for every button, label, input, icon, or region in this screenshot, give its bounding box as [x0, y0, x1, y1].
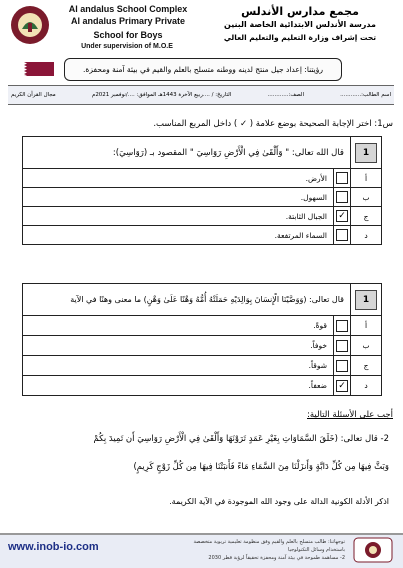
option-label: ضعفاً. — [23, 376, 334, 396]
subject-label: مجال القرآن الكريم — [11, 92, 56, 98]
footer-text — [175, 538, 345, 562]
footer-url[interactable]: www.inob-io.com — [8, 541, 99, 553]
option-letter: د — [351, 376, 382, 396]
question-2-table — [22, 283, 382, 396]
student-info-bar — [8, 85, 394, 105]
date-field: التاريخ: / ....ربيع الآخرة 1443هـ الموافق: ..../نوفمبر 2021م — [91, 92, 232, 98]
student-name-field[interactable]: اسم الطالب:............ — [340, 92, 391, 98]
question-task: اذكر الأدلة الكونية الدالة على وجود الله الموجودة في الآية الكريمة. — [169, 497, 389, 506]
section-2-heading: أجب على الأسئلة التالية: — [307, 410, 393, 420]
verse-line-2: وَبَثَّ فِيهَا مِن كُلِّ دَابَّةٍ وَأَنزَلْنَا مِنَ السَّمَاءِ مَاءً فَأَنبَتْنَا فِيهَا مِن كُلِّ زَوْجٍ كَرِيمٍ) — [133, 462, 389, 472]
option-checkbox[interactable] — [336, 320, 348, 332]
question-1-table — [22, 136, 382, 245]
option-label: شوقاً. — [23, 356, 334, 376]
question-number: 1 — [355, 290, 377, 310]
option-label: الجبال الثابتة. — [23, 207, 334, 226]
vision-banner: رؤيتنا: إعداد جيل منتج لدينه ووطنه متسلح بالعلم والقيم في بيئة آمنة ومحفزة. — [64, 58, 342, 81]
footer-line-2: 2- مساهمة طموحة في بيئة آمنة ومحفزة تحقيقاً لرؤية قطر 2030 — [208, 555, 345, 561]
question-text: قال تعالى: (وَوَصَّيْنَا الْإِنسَانَ بِوَالِدَيْهِ حَمَلَتْهُ أُمُّهُ وَهْنًا عَلَىٰ وَهْنٍ) ما معنى وهنًا في الآية — [23, 284, 351, 316]
school-sub-ar: مدرسة الأندلس الابتدائية الخاصة البنين — [224, 20, 376, 29]
verse-line-1: 2- قال تعالى: (خَلَقَ السَّمَاوَاتِ بِغَيْرِ عَمَدٍ تَرَوْنَهَا وَأَلْقَىٰ فِي الْأَرْضِ رَوَاسِيَ أَن تَمِيدَ بِكُمْ — [93, 434, 389, 444]
option-letter: ج — [351, 207, 382, 226]
question-number: 1 — [355, 143, 377, 163]
class-field[interactable]: الصف:............ — [267, 92, 304, 98]
footer-line-1: توجهاتنا: طالب متسلح بالعلم والقيم وفق منظومة تعليمية تربوية متخصصة باستخدام وسائل التكنولوجيا — [193, 539, 345, 553]
option-checkbox[interactable]: ✓ — [336, 380, 348, 392]
option-letter: د — [351, 226, 382, 245]
option-label: الأرض. — [23, 169, 334, 188]
question-text: قال الله تعالى: " وَأَلْقَىٰ فِي الْأَرْضِ رَوَاسِيَ " المقصود بـ (رَوَاسِيَ): — [23, 137, 351, 169]
question1-instruction: س1: اختر الإجابة الصحيحة بوضع علامة ( ✓ ) داخل المربع المناسب. — [153, 119, 393, 129]
option-label: قوةً. — [23, 316, 334, 336]
option-checkbox[interactable] — [336, 340, 348, 352]
school-type-en: School for Boys — [93, 30, 163, 40]
qatar-flag-icon — [12, 62, 54, 76]
option-letter: ج — [351, 356, 382, 376]
question-number-cell — [351, 137, 382, 169]
option-label: السهول. — [23, 188, 334, 207]
footer-logo-icon — [353, 537, 393, 563]
supervision-ar: تحت إشراف وزارة التعليم والتعليم العالي — [223, 33, 377, 42]
school-name-ar: مجمع مدارس الأندلس — [241, 5, 359, 18]
school-logo — [6, 3, 54, 47]
option-checkbox[interactable] — [336, 191, 348, 203]
option-letter: أ — [351, 169, 382, 188]
school-name-en: Al andalus School Complex — [68, 4, 188, 14]
option-checkbox[interactable]: ✓ — [336, 210, 348, 222]
option-letter: ب — [351, 336, 382, 356]
option-label: السماء المرتفعة. — [23, 226, 334, 245]
option-label: خوفاً. — [23, 336, 334, 356]
school-sub-en: Al andalus Primary Private — [70, 16, 186, 26]
option-checkbox[interactable] — [336, 360, 348, 372]
option-letter: أ — [351, 316, 382, 336]
option-checkbox[interactable] — [336, 229, 348, 241]
option-letter: ب — [351, 188, 382, 207]
supervision-en: Under supervision of M.O.E — [81, 43, 173, 50]
option-checkbox[interactable] — [336, 172, 348, 184]
